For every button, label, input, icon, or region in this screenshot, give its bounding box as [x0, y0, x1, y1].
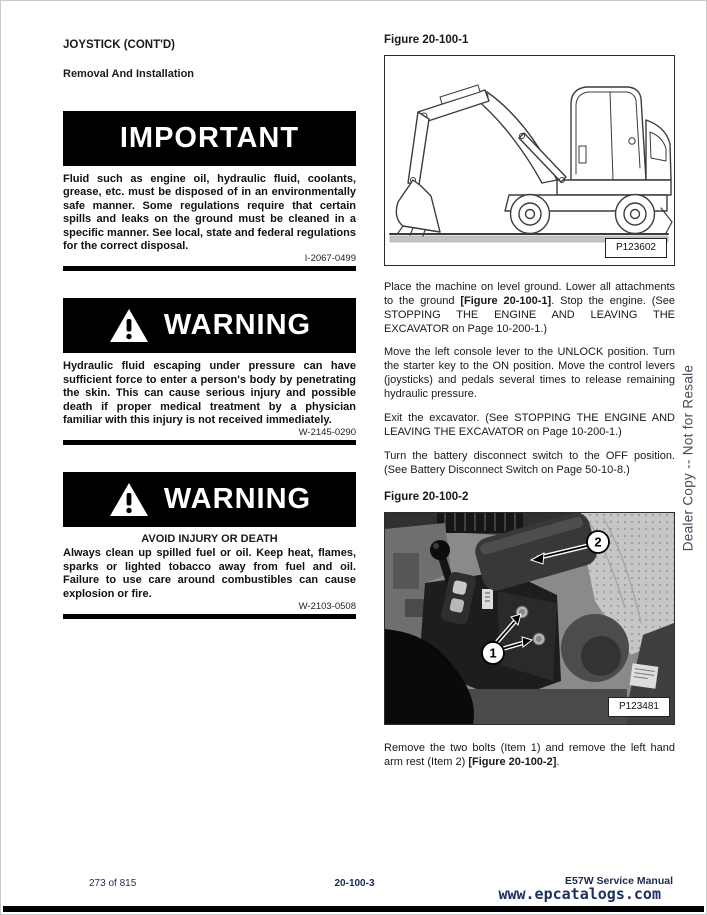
- warning-triangle-icon: [108, 481, 150, 519]
- page-title: JOYSTICK (CONT'D): [63, 39, 175, 51]
- figure1-caption: Figure 20-100-1: [384, 34, 469, 46]
- footer-website-link[interactable]: www.epcatalogs.com: [498, 885, 661, 903]
- important-title: IMPORTANT: [119, 122, 300, 154]
- warning-title: WARNING: [163, 483, 312, 516]
- body-paragraph: Turn the battery disconnect switch to the OFF position. (See Battery Disconnect Switch on Page 50-10-8.): [384, 450, 675, 476]
- body-paragraph: Move the left console lever to the UNLOCK position. Turn the starter key to the ON position. Move the control levers (joysticks) and pedals several times to release remaining hydraulic pressure.: [384, 346, 675, 400]
- dealer-copy-watermark: Dealer Copy -- Not for Resale: [680, 364, 696, 552]
- body-paragraph: Exit the excavator. (See STOPPING THE ENGINE AND LEAVING THE EXCAVATOR on Page 10-200-1.): [384, 412, 675, 438]
- footer-page-count: 273 of 815: [89, 878, 137, 889]
- joystick-console-photo: [385, 513, 674, 724]
- warning-box-2: [63, 472, 356, 619]
- warning-title: WARNING: [163, 309, 312, 342]
- figure2-frame: [384, 512, 675, 725]
- notice-code: W-2145-0290: [298, 427, 356, 439]
- important-body: Fluid such as engine oil, hydraulic fluid, coolants, grease, etc. must be disposed of in an environmentally safe manner. Some regulations require that certain spills and leaks on the ground must be cleaned in a specific manner. See local, state and federal regulations for the correct disposal.: [63, 173, 356, 253]
- figure1-photo-id: P123602: [605, 238, 667, 258]
- warning-title-bar: [63, 472, 356, 527]
- warning-body: Always clean up spilled fuel or oil. Keep heat, flames, sparks or lighted tobacco away from fuel and oil. Failure to use care around combustibles can cause explosion or fire.: [63, 547, 356, 600]
- footer-section-page: 20-100-3: [334, 878, 375, 889]
- footer-manual-title: E57W Service Manual: [565, 875, 673, 887]
- callout-2-badge: [587, 531, 609, 553]
- warning-subtitle: AVOID INJURY OR DEATH: [141, 533, 278, 546]
- figure2-caption: Figure 20-100-2: [384, 491, 469, 503]
- svg-text:2: 2: [594, 534, 602, 550]
- notice-code: I-2067-0499: [304, 253, 356, 265]
- excavator-line-drawing: [385, 56, 674, 265]
- notice-code: W-2103-0508: [298, 601, 356, 613]
- bottom-black-bar: [3, 906, 704, 912]
- warning-title-bar: [63, 298, 356, 353]
- body-paragraph: Remove the two bolts (Item 1) and remove the left hand arm rest (Item 2) [Figure 20-100-2].: [384, 742, 675, 768]
- divider-rule: [63, 266, 356, 271]
- important-title-bar: [63, 111, 356, 166]
- divider-rule: [63, 440, 356, 445]
- figure1-frame: [384, 55, 675, 266]
- right-column: [384, 34, 675, 769]
- warning-body: Hydraulic fluid escaping under pressure can have sufficient force to enter a person's body by penetrating the skin. This can cause serious injury and possible death if proper medical treatment by a physician familiar with this injury is not received immediately.: [63, 360, 356, 427]
- svg-text:1: 1: [489, 645, 497, 661]
- divider-rule: [63, 614, 356, 619]
- body-paragraph: Place the machine on level ground. Lower all attachments to the ground [Figure 20-100-1]. Stop the engine. (See STOPPING THE ENGINE AND LEAVING THE EXCAVATOR on Page 10-200-1.): [384, 281, 676, 335]
- important-box: [63, 111, 356, 271]
- warning-box-1: [63, 298, 356, 445]
- section-subheading: Removal And Installation: [63, 68, 195, 80]
- warning-triangle-icon: [108, 307, 150, 345]
- figure2-photo-id: P123481: [608, 697, 670, 717]
- left-column: [63, 39, 356, 619]
- callout-1-badge: [482, 642, 504, 664]
